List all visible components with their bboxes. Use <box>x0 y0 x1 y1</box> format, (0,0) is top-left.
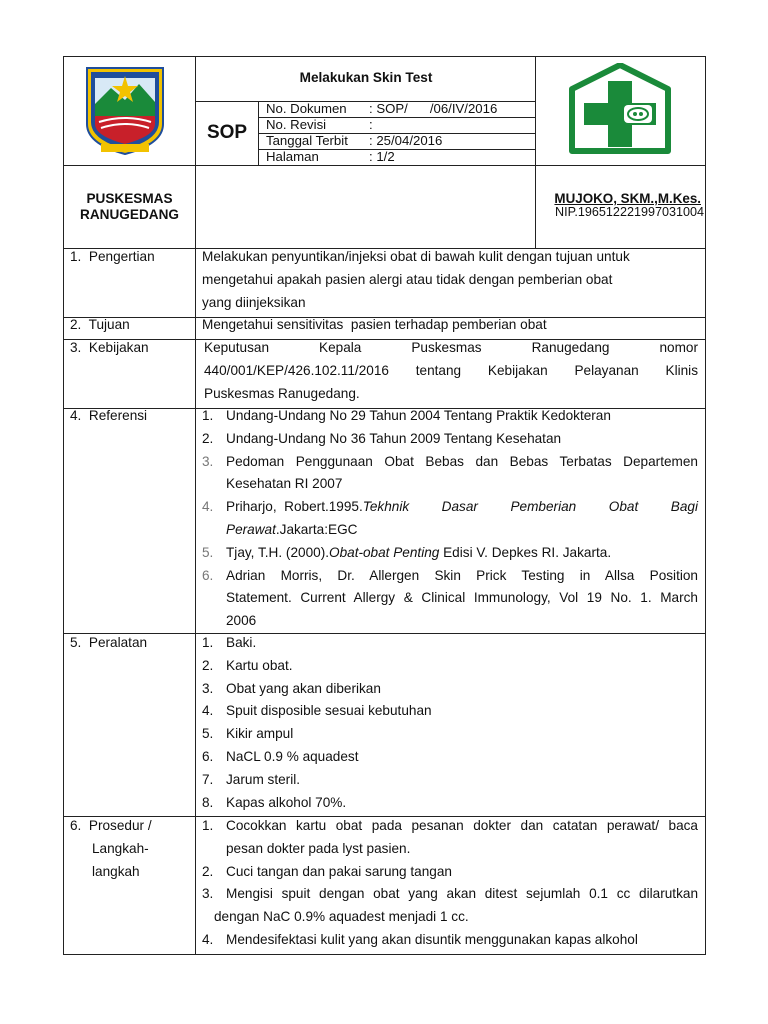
list-number: 7. <box>202 771 214 787</box>
list-number: 5. <box>202 726 214 742</box>
prosedur-line: dengan NaC 0.9% aquadest menjadi 1 cc. <box>214 909 469 925</box>
prosedur-line: Cuci tangan dan pakai sarung tangan <box>226 863 452 879</box>
section-label-referensi: 4. Referensi <box>70 408 148 423</box>
doc-field-value: : 25/04/2016 <box>369 133 443 148</box>
list-item <box>202 565 698 633</box>
list-number: 5. <box>202 544 214 560</box>
org-name-line1: PUSKESMAS <box>86 191 173 206</box>
referensi-line: 2006 <box>226 613 257 629</box>
list-item <box>202 496 698 542</box>
prosedur-line: Mengisi spuit dengan obat yang akan ditest sejumlah 0.1 cc dilarutkan <box>226 886 698 902</box>
list-item <box>202 723 698 746</box>
org-name <box>64 191 195 223</box>
section-tujuan-text: Mengetahui sensitivitas pasien terhadap pemberian obat <box>202 317 547 332</box>
referensi-author: Priharjo, Robert.1995. <box>226 499 363 515</box>
list-item <box>202 678 698 701</box>
peralatan-item: Kartu obat. <box>226 657 293 673</box>
list-item <box>202 815 698 861</box>
referensi-line: Undang-Undang No 36 Tahun 2009 Tentang Kesehatan <box>226 430 562 446</box>
document-title: Melakukan Skin Test <box>299 70 433 85</box>
referensi-book-title: Tekhnik Dasar Pemberian Obat Bagi <box>362 499 698 515</box>
referensi-publisher: .Jakarta:EGC <box>275 521 358 537</box>
list-item <box>202 929 698 952</box>
prosedur-line: Mendesifektasi kulit yang akan disuntik menggunakan kapas alkohol <box>226 931 638 947</box>
list-number: 4. <box>202 931 214 947</box>
referensi-line: Pedoman Penggunaan Obat Bebas dan Bebas Terbatas Departemen <box>226 453 698 469</box>
list-item <box>202 451 698 497</box>
referensi-list <box>202 405 698 633</box>
list-number: 2. <box>202 863 214 879</box>
list-item <box>202 792 698 815</box>
list-number: 4. <box>202 499 214 515</box>
list-number: 1. <box>202 635 214 650</box>
list-number: 2. <box>202 657 214 673</box>
doc-field-value: : 1/2 <box>369 149 395 164</box>
sop-label: SOP <box>206 122 248 143</box>
referensi-line <box>226 542 698 565</box>
list-number: 4. <box>202 703 214 719</box>
puskesmas-logo <box>568 63 672 158</box>
referensi-publisher: Edisi V. Depkes RI. Jakarta. <box>439 544 612 560</box>
doc-field-label: No. Dokumen <box>266 101 347 116</box>
kebijakan-line: Puskesmas Ranugedang. <box>204 385 360 401</box>
referensi-book-title: Obat-obat Penting <box>329 544 440 560</box>
list-item <box>202 861 698 884</box>
section-pengertian-text <box>202 246 698 314</box>
peralatan-item: Baki. <box>226 635 257 650</box>
prosedur-label-line: Langkah- <box>92 840 149 856</box>
prosedur-list <box>202 815 698 952</box>
list-number: 3. <box>202 680 214 696</box>
list-item <box>202 542 698 565</box>
peralatan-list <box>202 632 698 814</box>
section-label-peralatan: 5. Peralatan <box>70 635 148 650</box>
kebijakan-line: 440/001/KEP/426.102.11/2016 tentang Kebijakan Pelayanan Klinis <box>204 362 698 378</box>
doc-field-label: Tanggal Terbit <box>266 133 348 148</box>
peralatan-item: NaCL 0.9 % aquadest <box>226 748 359 764</box>
section-label-prosedur <box>70 815 152 883</box>
list-item <box>202 632 698 655</box>
pengertian-line: yang diinjeksikan <box>202 294 306 310</box>
referensi-line <box>226 519 698 542</box>
referensi-line: Kesehatan RI 2007 <box>226 476 343 492</box>
peralatan-item: Kapas alkohol 70%. <box>226 794 347 810</box>
list-number: 6. <box>202 748 214 764</box>
kebijakan-line: Keputusan Kepala Puskesmas Ranugedang nomor <box>204 340 698 355</box>
signer-nip: NIP.196512221997031004 <box>555 205 704 219</box>
referensi-line: Undang-Undang No 29 Tahun 2004 Tentang Praktik Kedokteran <box>226 408 611 423</box>
list-number: 2. <box>202 430 214 446</box>
list-item <box>202 700 698 723</box>
list-item <box>202 428 698 451</box>
pengertian-line: mengetahui apakah pasien alergi atau tidak dengan pemberian obat <box>202 271 613 287</box>
prosedur-label-line: langkah <box>92 863 140 879</box>
referensi-line: Adrian Morris, Dr. Allergen Skin Prick Testing in Allsa Position <box>226 567 698 583</box>
referensi-author: Tjay, T.H. (2000). <box>226 544 329 560</box>
prosedur-line: Cocokkan kartu obat pada pesanan dokter dan catatan perawat/ baca <box>226 818 698 833</box>
list-number: 1. <box>202 408 214 423</box>
peralatan-item: Obat yang akan diberikan <box>226 680 381 696</box>
list-number: 3. <box>202 886 214 902</box>
peralatan-item: Kikir ampul <box>226 726 294 742</box>
prosedur-label-line: 6. Prosedur / <box>70 818 152 833</box>
doc-field-label: No. Revisi <box>266 117 327 132</box>
referensi-line: Statement. Current Allergy & Clinical Immunology, Vol 19 No. 1. March <box>226 590 698 606</box>
pengertian-line: Melakukan penyuntikan/injeksi obat di bawah kulit dengan tujuan untuk <box>202 249 630 264</box>
list-item <box>202 769 698 792</box>
list-number: 6. <box>202 567 214 583</box>
list-number: 1. <box>202 818 214 833</box>
referensi-line <box>226 496 698 519</box>
list-item <box>202 883 698 929</box>
doc-field-value: : SOP/ /06/IV/2016 <box>369 101 498 116</box>
prosedur-line: pesan dokter pada lyst pasien. <box>226 840 411 856</box>
peralatan-item: Jarum steril. <box>226 771 301 787</box>
referensi-book-title: Perawat <box>226 521 276 537</box>
list-number: 8. <box>202 794 214 810</box>
section-label-tujuan: 2. Tujuan <box>70 317 130 332</box>
doc-field-value: : <box>369 117 373 132</box>
doc-field-label: Halaman <box>266 149 319 164</box>
peralatan-item: Spuit disposible sesuai kebutuhan <box>226 703 432 719</box>
list-item <box>202 655 698 678</box>
list-item <box>202 405 698 428</box>
section-label-kebijakan: 3. Kebijakan <box>70 340 149 355</box>
regency-emblem <box>81 64 169 156</box>
signer-name: MUJOKO, SKM.,M.Kes. <box>554 191 701 206</box>
org-name-line2: RANUGEDANG <box>80 207 179 222</box>
section-label-pengertian: 1. Pengertian <box>70 249 155 264</box>
list-item <box>202 746 698 769</box>
section-kebijakan-text <box>204 337 698 405</box>
list-number: 3. <box>202 453 214 469</box>
